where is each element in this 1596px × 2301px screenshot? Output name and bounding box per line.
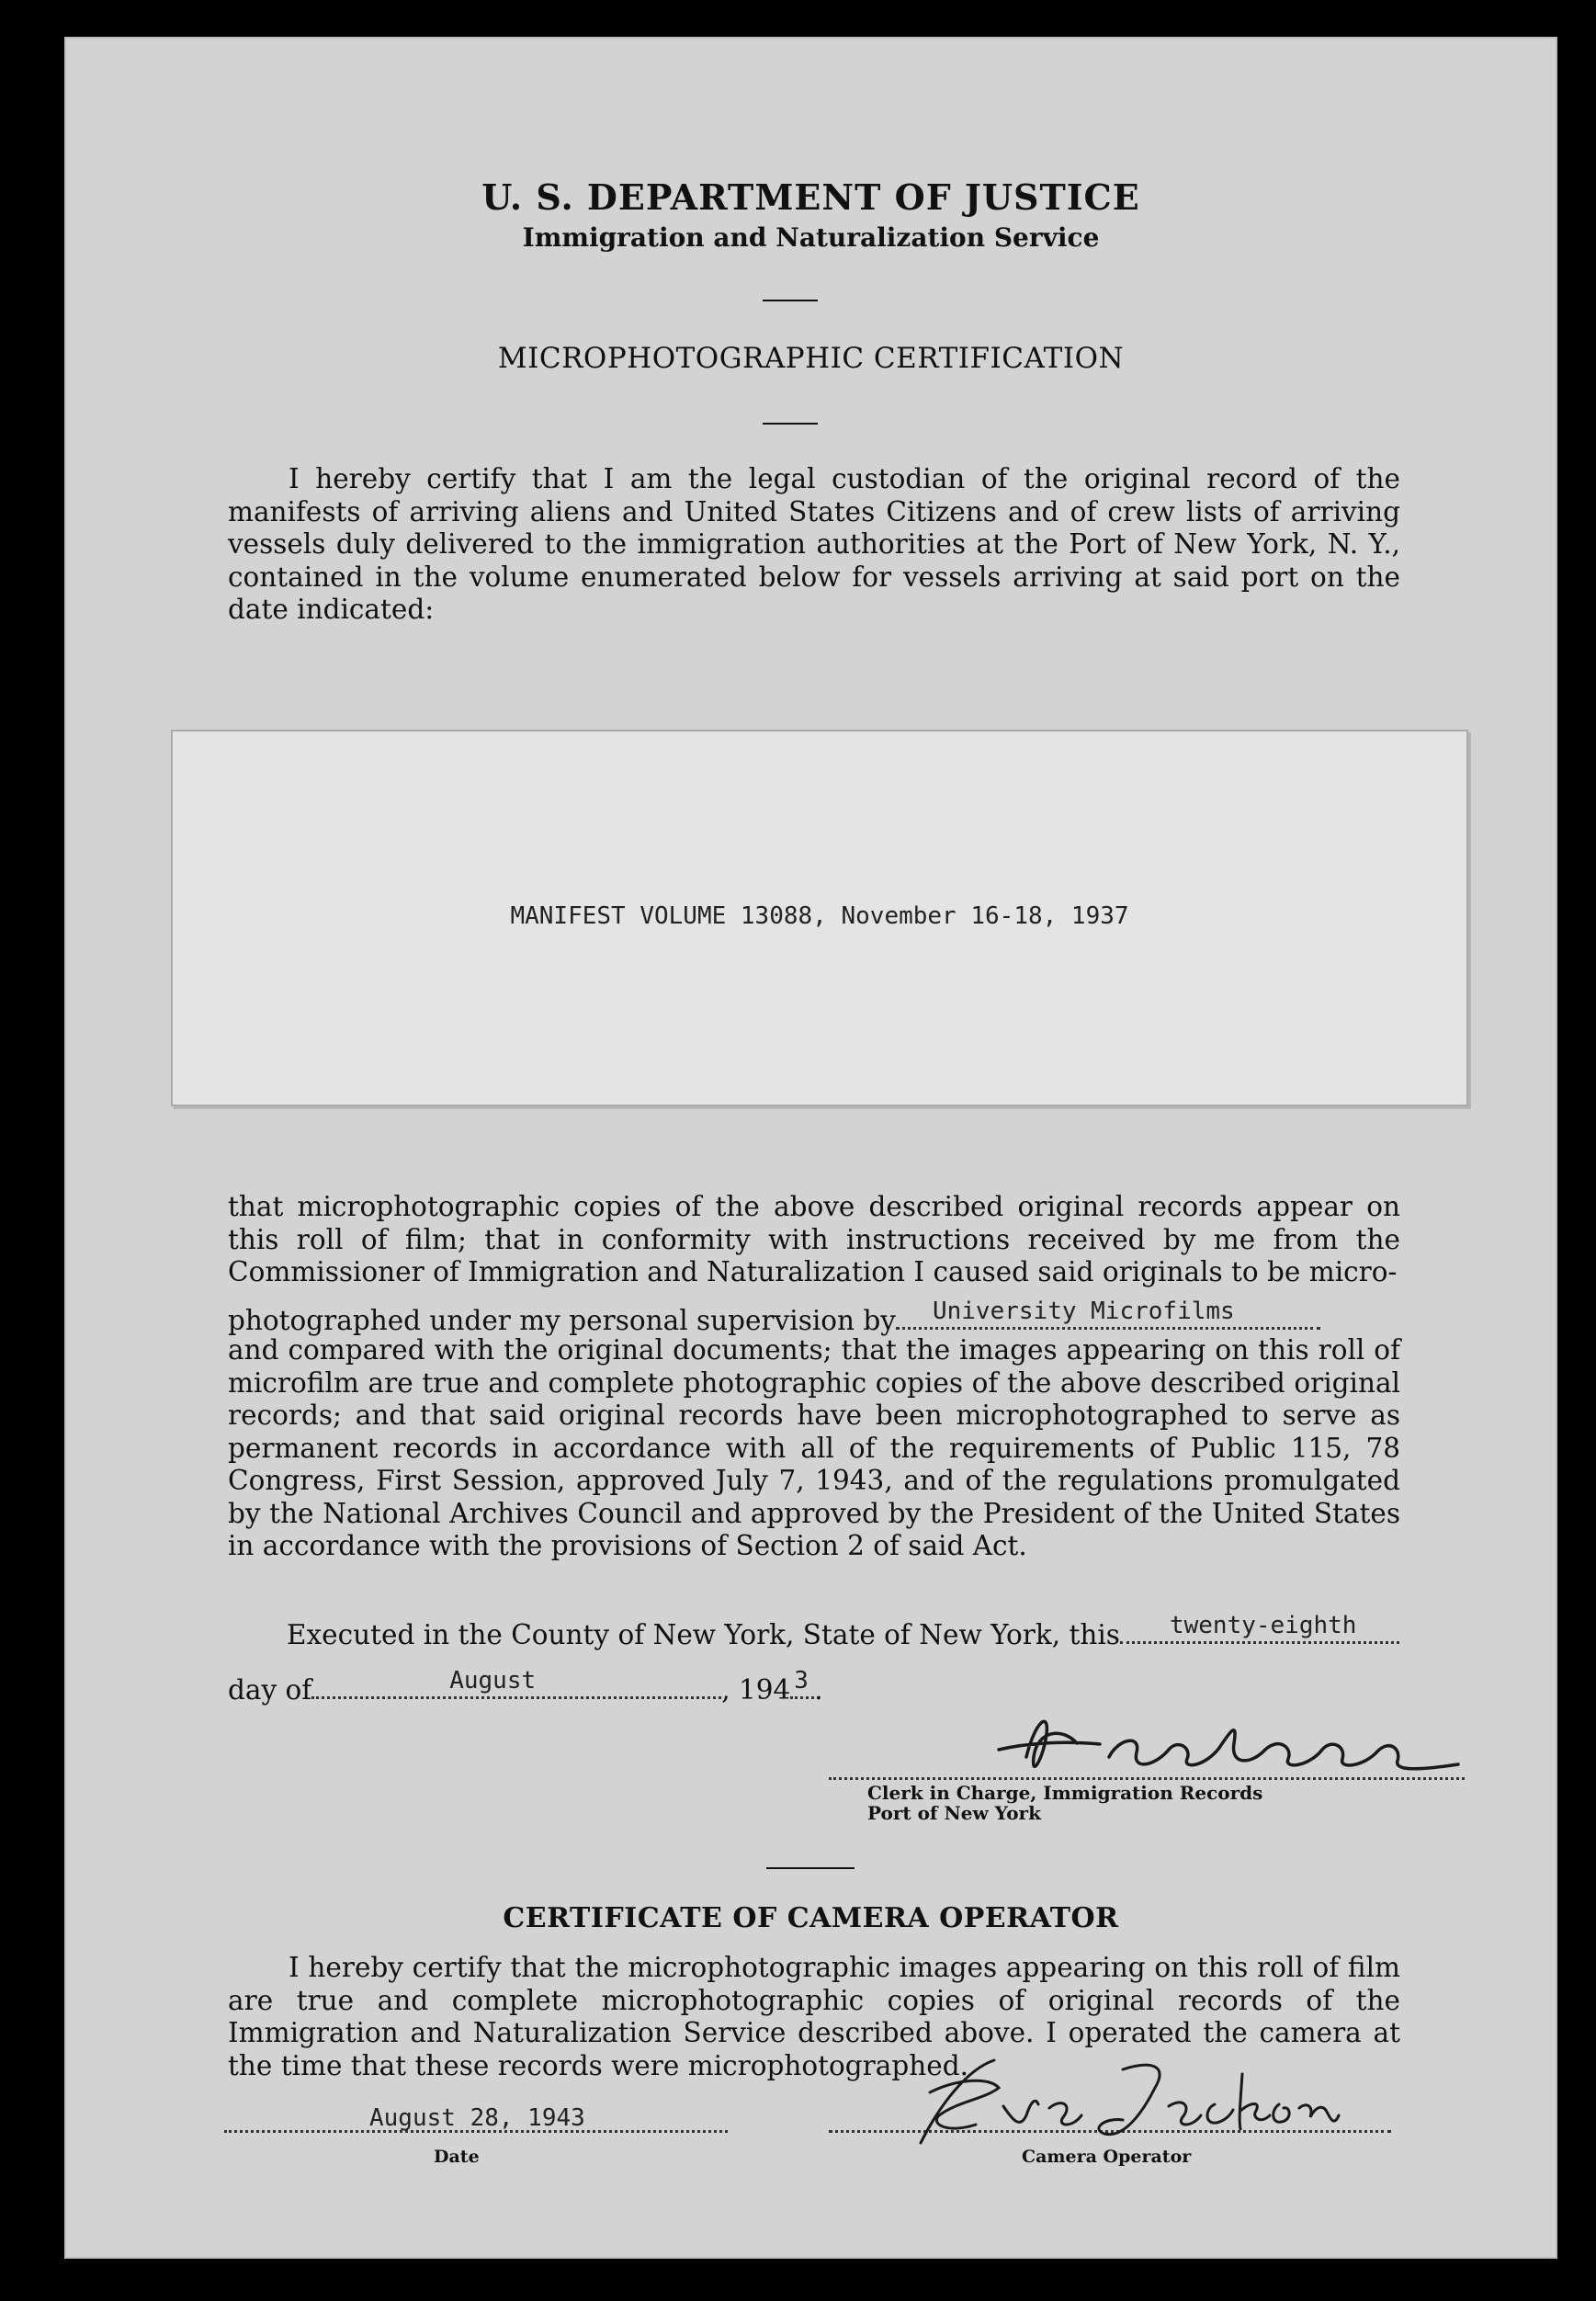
operator-label: Camera Operator (1022, 2147, 1192, 2167)
executed-line (287, 1612, 1399, 1650)
main-paragraph-part2: and compared with the original documents; that the images appearing on this roll of microfilm are true and complete photographic copies of the above described original records; and that said original records have been microphotographed to serve as permanent records in accordance with all of the requirements of Public 115, 78 Congress, First Session, approved July 7, 1943, and of the regulations promulgated by the National Archives Council and approved by the President of the United States in accordance with the provisions of Section 2 of said Act. (228, 1334, 1400, 1561)
photographed-by-line (228, 1298, 1400, 1336)
divider (763, 300, 818, 301)
page-subtitle: Immigration and Naturalization Service (522, 222, 1100, 253)
divider (763, 423, 818, 425)
photographed-by-field (896, 1298, 1320, 1330)
clerk-caption-line2: Port of New York (867, 1802, 1041, 1824)
date-value: August 28, 1943 (369, 2104, 585, 2132)
date-of-line (228, 1667, 823, 1706)
manifest-inset (171, 730, 1468, 1106)
page-title: U. S. DEPARTMENT OF JUSTICE (481, 176, 1140, 218)
year-prefix: , 194 (721, 1674, 791, 1706)
day-field (1120, 1612, 1399, 1644)
clerk-caption (867, 1783, 1262, 1823)
date-label: Date (434, 2147, 480, 2167)
main-paragraph-part1: that microphotographic copies of the above described original records appear on this roll of film; that in conformity with instructions received by me from the Commissioner of Immigration and Naturalization I caused said originals to be micro- (228, 1191, 1400, 1287)
divider (766, 1867, 855, 1869)
clerk-caption-line1: Clerk in Charge, Immigration Records (867, 1782, 1263, 1804)
photographed-by-value: University Microfilms (932, 1298, 1235, 1325)
certificate-page (64, 37, 1557, 2259)
year-field (790, 1667, 814, 1699)
month-field (311, 1667, 721, 1699)
year-digit: 3 (794, 1667, 809, 1695)
day-value: twenty-eighth (1169, 1612, 1357, 1639)
clerk-signature (962, 1693, 1477, 1794)
operator-signature (875, 2051, 1353, 2152)
day-of-label: day of (228, 1674, 312, 1706)
intro-paragraph: I hereby certify that I am the legal custodian of the original record of the manifests of arriving aliens and United States Citizens and of crew lists of arriving vessels duly delivered to the immigration authorities at the Port of New York, N. Y., contained in the volume enumerated below for vessels arriving at said port on the date indicated: (228, 463, 1400, 625)
executed-prefix: Executed in the County of New York, State of New York, this (287, 1619, 1120, 1650)
camera-operator-heading: CERTIFICATE OF CAMERA OPERATOR (503, 1902, 1119, 1934)
manifest-volume-text: MANIFEST VOLUME 13088, November 16-18, 1937 (510, 902, 1129, 930)
year-suffix: . (814, 1674, 823, 1706)
certification-heading: MICROPHOTOGRAPHIC CERTIFICATION (497, 342, 1125, 375)
camera-paragraph: I hereby certify that the microphotographic images appearing on this roll of film are true and complete microphotographic copies of original records of the Immigration and Naturalization Service described above. I operated the camera at the time that these records were microphotographed. (228, 1952, 1400, 2081)
photographed-prefix: photographed under my personal supervision by (228, 1305, 896, 1336)
month-value: August (449, 1667, 537, 1695)
